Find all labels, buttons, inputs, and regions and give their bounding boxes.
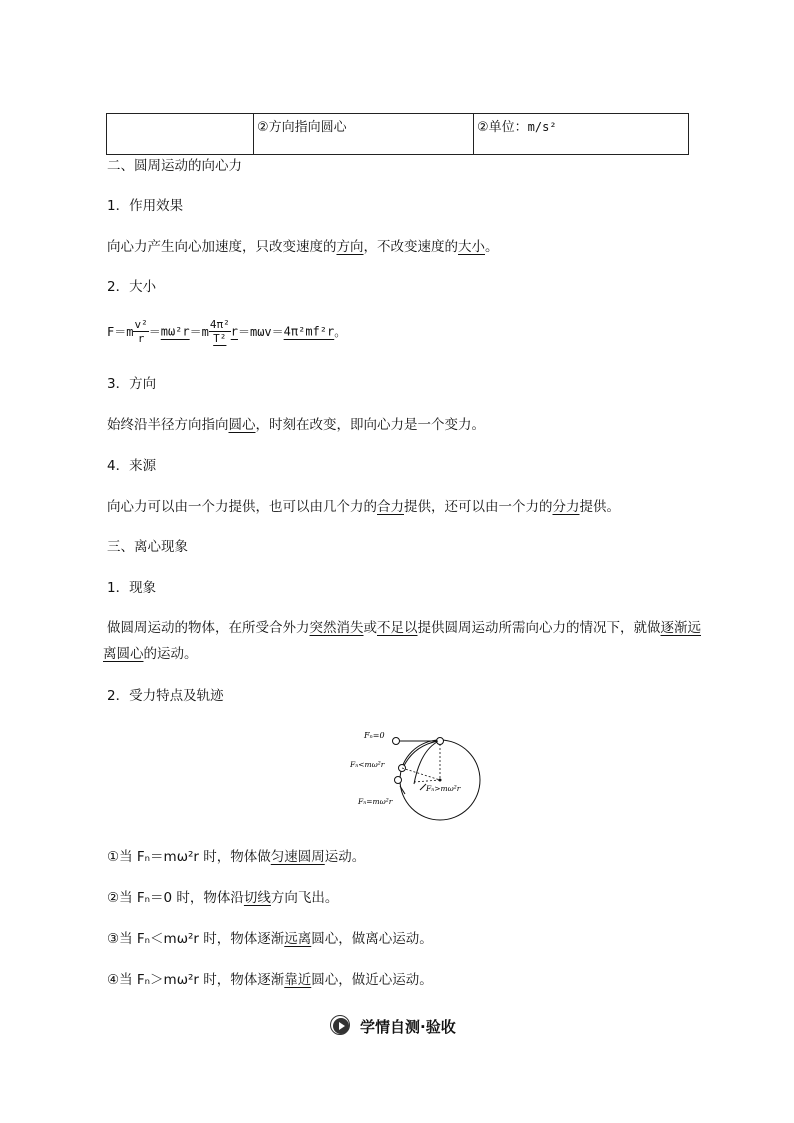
fraction-4pi2-t2: $\frac{\text{4π²}}{\text{T²}}$ — [209, 318, 230, 345]
table-cell-unit: ②单位：m/s² — [474, 114, 689, 155]
item-direction-text: 始终沿半径方向指向圆心，时刻在改变，即向心力是一个变力。 — [107, 417, 485, 433]
diagram-label-fn-equal: Fₙ=mω²r — [358, 797, 393, 806]
case-3: ③当 Fₙ＜mω²r 时，物体逐渐远离圆心，做离心运动。 — [107, 931, 433, 947]
table-cell-direction: ②方向指向圆心 — [254, 114, 474, 155]
centrifugal-diagram — [350, 722, 490, 822]
centripetal-force-formula: F＝m $\frac{\text{v²}}{r}$ ＝mω²r＝m $\frac{\text{4π²}}{\text{T²}}$ r＝mωv＝4π²mf²r。 — [107, 318, 347, 345]
item-phenomenon-text-line2: 离圆心的运动。 — [103, 646, 198, 662]
diagram-label-fn-less: Fₙ<mω²r — [350, 760, 385, 769]
case-1: ①当 Fₙ＝mω²r 时，物体做匀速圆周运动。 — [107, 849, 366, 865]
section-2-title: 二、圆周运动的向心力 — [107, 158, 242, 174]
case-4: ④当 Fₙ＞mω²r 时，物体逐渐靠近圆心，做近心运动。 — [107, 972, 433, 988]
item-effect-title: 1．作用效果 — [107, 198, 184, 214]
item-magnitude-title: 2．大小 — [107, 279, 157, 295]
diagram-label-fn-zero: Fₙ=0 — [364, 731, 385, 740]
item-phenomenon-title: 1．现象 — [107, 580, 157, 596]
item-trajectory-title: 2．受力特点及轨迹 — [107, 688, 224, 704]
item-phenomenon-text-line1: 做圆周运动的物体，在所受合外力突然消失或不足以提供圆周运动所需向心力的情况下，就做逐渐远 — [107, 620, 701, 636]
footer-section-title: 学情自测·验收 — [360, 1018, 456, 1036]
table-cell-empty — [107, 114, 254, 155]
item-direction-title: 3．方向 — [107, 376, 157, 392]
summary-table-row — [106, 113, 689, 155]
play-circle-icon — [333, 1018, 349, 1034]
fraction-v2-r: $\frac{\text{v²}}{r}$ — [134, 318, 148, 345]
case-2: ②当 Fₙ＝0 时，物体沿切线方向飞出。 — [107, 890, 339, 906]
item-source-text: 向心力可以由一个力提供，也可以由几个力的合力提供，还可以由一个力的分力提供。 — [107, 499, 620, 515]
diagram-label-fn-greater: Fₙ>mω²r — [426, 784, 461, 793]
section-3-title: 三、离心现象 — [107, 539, 188, 555]
item-effect-text: 向心力产生向心加速度，只改变速度的方向，不改变速度的大小。 — [107, 239, 499, 255]
item-source-title: 4．来源 — [107, 458, 157, 474]
